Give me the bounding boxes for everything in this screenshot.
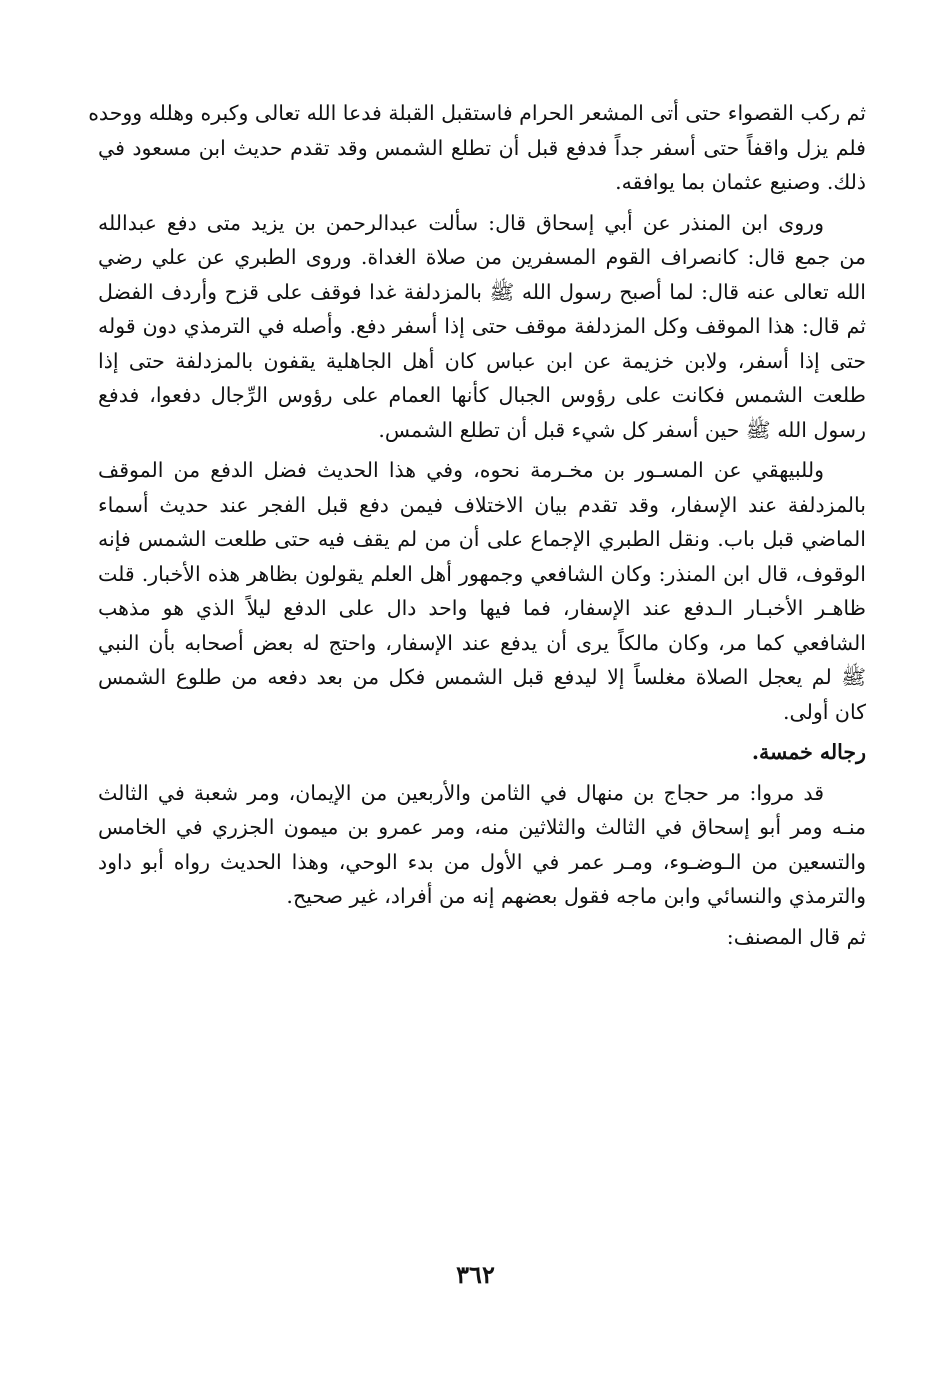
page-body: [88, 96, 866, 954]
text-line: والتسعين من الـوضـوء، ومـر عمر في الأول من بدء الوحي، وهذا الحديث رواه أبو داود: [98, 849, 866, 874]
text-line: طلعت الشمس فكانت على رؤوس الجبال كأنها العمام على رؤوس الرِّجال دفعوا، فدفع: [98, 383, 866, 407]
heading-text: رجاله خمسة.: [751, 740, 866, 764]
text-line: والترمذي والنسائي وابن ماجه فقول بعضهم إنه من أفراد، غير صحيح.: [286, 884, 866, 908]
text-line: الوقوف، قال ابن المنذر: وكان الشافعي وجمهور أهل العلم يقولون بظاهر هذه الأخبار. قلت: [98, 561, 866, 586]
text-line: ذلك. وصنيع عثمان بما يوافقه.: [615, 170, 866, 194]
paragraph: [98, 453, 866, 729]
text-line: بالمزدلفة عند الإسفار، وقد تقدم بيان الاختلاف فيمن دفع قبل الفجر عند حديث أسماء: [98, 492, 866, 517]
text-line: ظاهـر الأخبـار الـدفع عند الإسفار، فما فيها واحد دال على الدفع ليلاً الذي هو مذهب: [98, 596, 866, 620]
text-line: ثم ركب القصواء حتى أتى المشعر الحرام فاستقبل القبلة فدعا الله تعالى وكبره وهلله ووحده: [88, 101, 866, 125]
paragraph: [98, 776, 866, 914]
text-line: ثم قال: هذا الموقف وكل المزدلفة موقف حتى إذا أسفر دفع. وأصله في الترمذي دون قوله: [98, 314, 866, 338]
text-line: الشافعي كما مر، وكان مالكاً يرى أن يدفع عند الإسفار، واحتج له بعض أصحابه بأن النبي: [98, 630, 866, 655]
text-line: ﷺ لم يعجل الصلاة مغلساً إلا ليدفع قبل الشمس فكل من بعد دفعه من طلوع الشمس: [98, 665, 866, 689]
text-line: وروى ابن المنذر عن أبي إسحاق قال: سألت عبدالرحمن بن يزيد متى دفع عبدالله: [98, 210, 824, 235]
text-line: وللبيهقي عن المسـور بن مخـرمة نحوه، وفي هذا الحديث فضل الدفع من الموقف: [98, 458, 824, 482]
page-number: ٣٦٢: [456, 1260, 495, 1289]
text-line: حتى إذا أسفر، ولابن خزيمة عن ابن عباس كان أهل الجاهلية يقفون بالمزدلفة حتى إذا: [98, 348, 866, 373]
paragraph: [98, 920, 866, 955]
paragraph: [98, 206, 866, 448]
text-line: منـه ومر أبو إسحاق في الثالث والثلاثين منه، ومر عمرو بن ميمون الجزري في الخامس: [98, 815, 866, 839]
text-line: الماضي قبل باب. ونقل الطبري الإجماع على أن من لم يقف فيه حتى طلعت الشمس فإنه: [98, 527, 866, 551]
text-line: الله تعالى عنه قال: لما أصبح رسول الله ﷺ بالمزدلفة غدا فوقف على قزح وأردف الفضل: [98, 279, 866, 304]
text-line: رسول الله ﷺ حين أسفر كل شيء قبل أن تطلع الشمس.: [378, 417, 866, 442]
paragraph: [88, 96, 866, 200]
text-line: قد مروا: مر حجاج بن منهال في الثامن والأربعين من الإيمان، ومر شعبة في الثالث: [98, 780, 824, 805]
text-line: من جمع قال: كانصراف القوم المسفرين من صلاة الغداة. وروى الطبري عن علي رضي: [98, 245, 866, 269]
text-line: كان أولى.: [782, 699, 866, 724]
text-line: فلم يزل واقفاً حتى أسفر جداً فدفع قبل أن تطلع الشمس وقد تقدم حديث ابن مسعود في: [98, 135, 866, 160]
text-line: ثم قال المصنف:: [726, 924, 866, 949]
section-heading: [98, 735, 866, 770]
